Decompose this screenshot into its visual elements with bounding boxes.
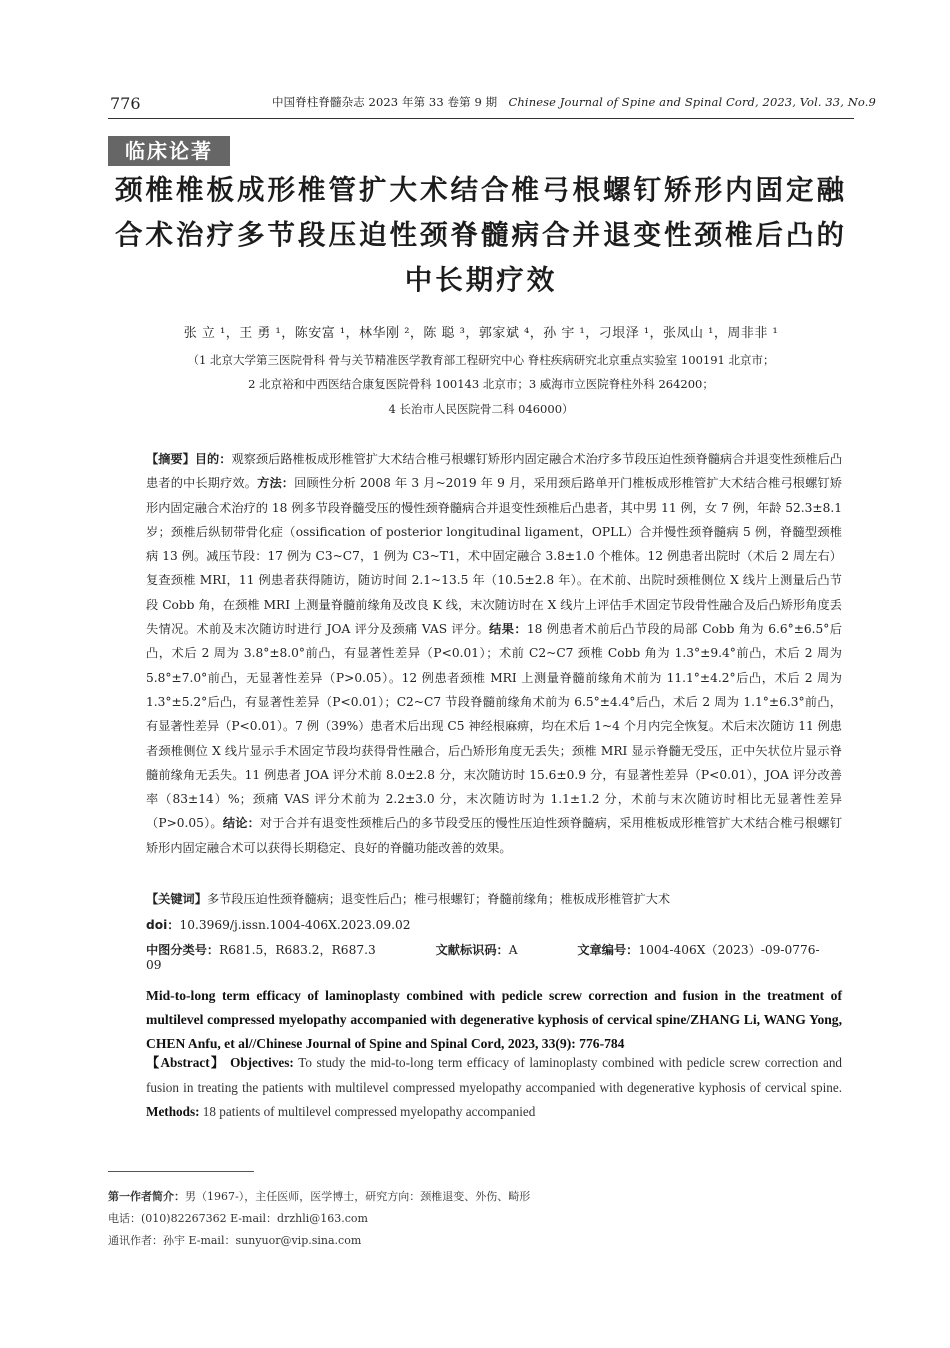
- english-title: Mid-to-long term efficacy of laminoplasty combined with pedicle screw correction and fusion in the treatment of multilevel compressed myelopathy accompanied with degenerative kyphosis of cervical spine/ZHANG Li, WANG Yong, CHEN Anfu, et al//Chinese Journal of Spine and Spinal Cord, 2023, 33(9): 776-784: [146, 988, 842, 1051]
- classification-line: [146, 941, 842, 972]
- first-author-label: 第一作者简介：: [108, 1190, 185, 1203]
- author-list: 张 立 ¹，王 勇 ¹，陈安富 ¹，林华刚 ²，陈 聪 ³，郭家斌 ⁴，孙 宇 ¹，刁垠泽 ¹，张凤山 ¹，周非非 ¹: [183, 326, 779, 341]
- en-objectives-text: To study the mid-to-long term efficacy of laminoplasty combined with pedicle screw correction and fusion in treating the patients with multilevel compressed myelopathy accompanied with degenerative kyphosis of cervical spine.: [146, 1055, 843, 1095]
- keywords-label: 【关键词】: [146, 892, 207, 906]
- doi-label: doi：: [146, 918, 180, 932]
- corresponding-author-note: 通讯作者：孙宇 E-mail：sunyuor@vip.sina.com: [108, 1234, 362, 1247]
- doi-value: 10.3969/j.issn.1004-406X.2023.09.02: [179, 918, 411, 932]
- first-author-note: [108, 1188, 530, 1204]
- journal-name-cn: 中国脊柱脊髓杂志 2023 年第 33 卷第 9 期: [272, 95, 498, 109]
- article-number-value: 1004-406X（2023）-09-0776-09: [146, 943, 820, 972]
- clc-value: R681.5，R683.2，R687.3: [219, 943, 376, 957]
- en-abstract-label: 【Abstract】: [146, 1055, 226, 1070]
- keywords-text: 多节段压迫性颈脊髓病；退变性后凸；椎弓根螺钉；脊髓前缘角；椎板成形椎管扩大术: [206, 892, 671, 906]
- objective-label: 目的：: [194, 452, 232, 466]
- abstract-label: 【摘要】: [146, 452, 195, 466]
- clc-label: 中图分类号：: [146, 943, 220, 957]
- document-code-label: 文献标识码：: [435, 943, 509, 957]
- doi: [146, 916, 842, 933]
- contact-note: 电话：(010)82267362 E-mail：drzhli@163.com: [108, 1212, 368, 1225]
- chinese-title: 颈椎椎板成形椎管扩大术结合椎弓根螺钉矫形内固定融合术治疗多节段压迫性颈脊髓病合并退变性颈椎后凸的中长期疗效: [115, 174, 847, 296]
- section-tag: 临床论著: [108, 136, 230, 166]
- objective-text: 观察颈后路椎板成形椎管扩大术结合椎弓根螺钉矫形内固定融合术治疗多节段压迫性颈脊髓病合并退变性颈椎后凸患者的中长期疗效。: [146, 452, 843, 491]
- affiliation-line: 4 长治市人民医院骨二科 046000）: [388, 402, 574, 416]
- journal-name-en: Chinese Journal of Spine and Spinal Cord, 2023, Vol. 33, No.9: [508, 95, 876, 109]
- clc-number: [146, 943, 404, 957]
- conclusion-label: 结论：: [222, 816, 260, 831]
- methods-text: 回顾性分析 2008 年 3 月~2019 年 9 月，采用颈后路单开门椎板成形椎管扩大术结合椎弓根螺钉矫形内固定融合术治疗的 18 例多节段脊髓受压的慢性颈脊髓病合并退变性颈椎后凸患者，其中男 11 例，女 7 例，年龄 52.3±8.1 岁；颈椎后纵韧带骨化症（ossification of posterior longitudinal ligament，OPLL）合并慢性颈脊髓病 5 例，脊髓型颈椎病 13 例。减压节段：17 例为 C3~C7，1 例为 C3~T1，术中固定融合 3.8±1.0 个椎体。12 例患者出院时（术后 2 周左右）复查颈椎 MRI，11 例患者获得随访，随访时间 2.1~13.5 年（10.5±2.8 年）。在术前、出院时颈椎侧位 X 线片上测量后凸节段 Cobb 角，在颈椎 MRI 上测量脊髓前缘角及改良 K 线，末次随访时在 X 线片上评估手术固定节段骨性融合及后凸矫形角度丢失情况。术前及末次随访时进行 JOA 评分及颈痛 VAS 评分。: [146, 476, 843, 637]
- en-objectives-label: Objectives:: [230, 1055, 294, 1070]
- affiliation-line: （1 北京大学第三医院骨科 骨与关节精准医学教育部工程研究中心 脊柱疾病研究北京重点实验室 100191 北京市；: [187, 353, 775, 367]
- chinese-abstract: [146, 447, 842, 860]
- keywords: [146, 890, 842, 907]
- affiliation-line: 2 北京裕和中西医结合康复医院骨科 100143 北京市；3 威海市立医院脊柱外科 264200；: [248, 377, 714, 391]
- results-text: 18 例患者术前后凸节段的局部 Cobb 角为 6.6°±6.5°后凸，术后 2 周为 3.8°±8.0°前凸，有显著性差异（P<0.01）；术前 C2~C7 颈椎 Cobb 角为 1.3°±9.4°前凸，术后 2 周为 5.8°±7.0°前凸，无显著性差异（P>0.05）。12 例患者颈椎 MRI 上测量脊髓前缘角术前为 11.1°±4.2°后凸，术后 2 周为 1.3°±5.2°后凸，有显著性差异（P<0.01）；C2~C7 节段脊髓前缘角术前为 6.5°±4.4°后凸，术后 2 周为 1.1°±6.3°前凸，有显著性差异（P<0.01）。7 例（39%）患者术后出现 C5 神经根麻痹，均在术后 1~4 个月内完全恢复。术后末次随访 11 例患者颈椎侧位 X 线片显示手术固定节段均获得骨性融合，后凸矫形角度无丢失；颈椎 MRI 显示脊髓无受压，正中矢状位片显示脊髓前缘角无丢失。11 例患者 JOA 评分术前 8.0±2.8 分，末次随访时 15.6±0.9 分，有显著性差异（P<0.01），JOA 评分改善率（83±14）%；颈痛 VAS 评分术前为 2.2±3.0 分，末次随访时为 1.1±1.2 分，术前与末次随访时相比无显著性差异（P>0.05）。: [146, 622, 842, 831]
- en-methods-text: 18 patients of multilevel compressed myelopathy accompanied: [202, 1104, 536, 1119]
- document-code-value: A: [508, 943, 518, 957]
- first-author-text: 男（1967-），主任医师，医学博士，研究方向：颈椎退变、外伤、畸形: [185, 1190, 531, 1203]
- english-abstract: [146, 1051, 842, 1125]
- header-rule: [108, 118, 854, 119]
- article-number-label: 文章编号：: [577, 943, 639, 957]
- conclusion-text: 对于合并有退变性颈椎后凸的多节段受压的慢性压迫性颈脊髓病，采用椎板成形椎管扩大术结合椎弓根螺钉矫形内固定融合术可以获得长期稳定、良好的脊髓功能改善的效果。: [146, 816, 843, 855]
- page-number: 776: [110, 94, 141, 113]
- running-header: [272, 94, 876, 110]
- footnote-rule: [108, 1171, 254, 1172]
- document-code: [436, 943, 546, 957]
- en-methods-label: Methods:: [146, 1104, 200, 1119]
- methods-label: 方法：: [257, 476, 295, 491]
- results-label: 结果：: [489, 622, 527, 637]
